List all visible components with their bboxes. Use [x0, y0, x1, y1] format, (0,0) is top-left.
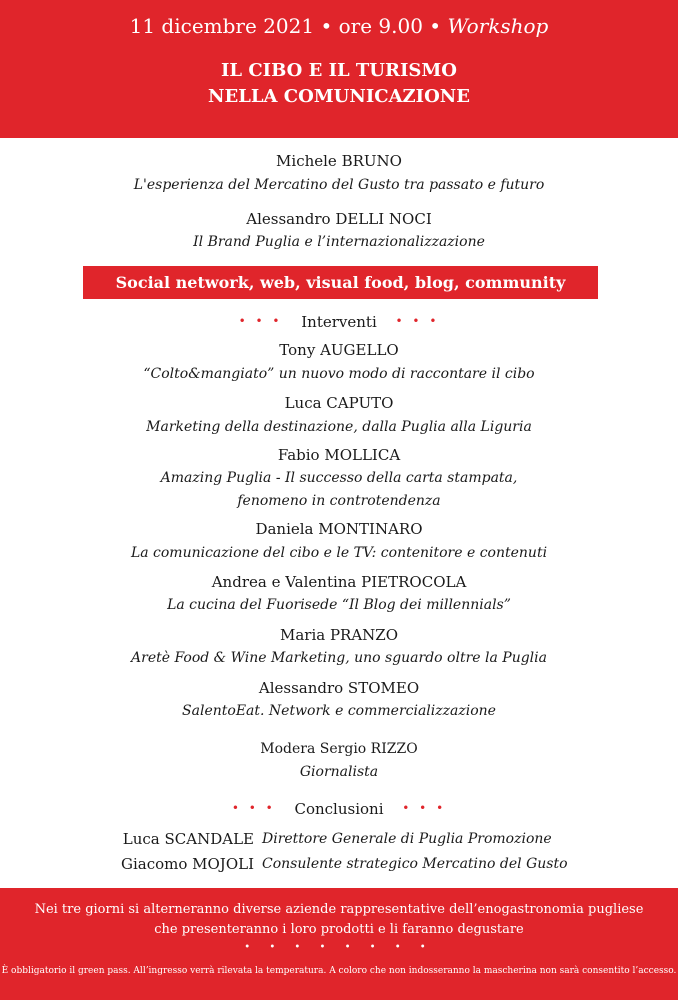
speaker-topic: Marketing della destinazione, dalla Puglia alla Liguria — [146, 419, 532, 435]
conclusion-name: Luca SCANDALE — [122, 830, 254, 848]
speaker-topic: Il Brand Puglia e l’internazionalizzazione — [193, 234, 485, 250]
speaker-name: Tony AUGELLO — [279, 341, 399, 359]
moderator-name: Modera Sergio RIZZO — [260, 741, 418, 757]
header-banner — [0, 0, 678, 138]
conclusion-role: Consulente strategico Mercatino del Gusto — [262, 856, 568, 872]
speaker-topic: La cucina del Fuorisede “Il Blog dei millennials” — [167, 597, 511, 613]
topic-band: Social network, web, visual food, blog, community — [83, 266, 598, 299]
speaker-topic: L'esperienza del Mercatino del Gusto tra passato e futuro — [133, 177, 545, 193]
footer-notice: È obbligatorio il green pass. All’ingresso verrà rilevata la temperatura. A coloro che non indosseranno la mascherina non sarà consentito l’accesso. — [1, 966, 677, 976]
footer-line: che presenteranno i loro prodotti e li faranno degustare — [154, 922, 524, 937]
decorative-dots: • • • — [238, 314, 283, 328]
event-title — [0, 58, 678, 110]
footer-line: Nei tre giorni si alterneranno diverse aziende rappresentative dell’enogastronomia pugliese — [34, 902, 644, 917]
speaker-name: Maria PRANZO — [279, 626, 399, 644]
title-line-1: IL CIBO E IL TURISMO — [221, 60, 457, 81]
footer-dots: • • • • • • • • — [244, 942, 434, 953]
section-heading-interventi — [0, 313, 678, 331]
speaker-name: Michele BRUNO — [276, 152, 402, 170]
title-line-2: NELLA COMUNICAZIONE — [208, 86, 470, 107]
speaker-name: Fabio MOLLICA — [277, 446, 401, 464]
speaker-topic: SalentoEat. Network e commercializzazione — [182, 703, 496, 719]
section-label: Interventi — [301, 313, 377, 331]
conclusion-row — [0, 830, 678, 852]
speaker-name: Daniela MONTINARO — [255, 520, 423, 538]
speaker-name: Andrea e Valentina PIETROCOLA — [211, 573, 467, 591]
speaker-name: Luca CAPUTO — [284, 394, 394, 412]
event-type: Workshop — [447, 14, 549, 38]
speaker-topic: La comunicazione del cibo e le TV: contenitore e contenuti — [130, 545, 548, 561]
section-heading-conclusioni — [0, 800, 678, 818]
decorative-dots: • • • — [402, 801, 447, 815]
conclusion-role: Direttore Generale di Puglia Promozione — [262, 831, 552, 847]
speaker-topic-continued: fenomeno in controtendenza — [237, 493, 441, 509]
section-label: Conclusioni — [294, 800, 384, 818]
moderator-role: Giornalista — [299, 764, 379, 780]
speaker-name: Alessandro STOMEO — [258, 679, 420, 697]
speaker-name: Alessandro DELLI NOCI — [246, 210, 432, 228]
speaker-topic: “Colto&mangiato” un nuovo modo di raccontare il cibo — [143, 366, 535, 382]
conclusion-name: Giacomo MOJOLI — [120, 855, 254, 873]
decorative-dots: • • • — [231, 801, 276, 815]
event-date — [0, 14, 678, 38]
speaker-topic: Aretè Food & Wine Marketing, uno sguardo oltre la Puglia — [131, 650, 547, 666]
speaker-topic: Amazing Puglia - Il successo della carta stampata, — [160, 470, 518, 486]
date-time: 11 dicembre 2021 • ore 9.00 • — [129, 14, 442, 38]
decorative-dots: • • • — [395, 314, 440, 328]
conclusion-row — [0, 855, 678, 877]
footer-banner — [0, 888, 678, 1000]
